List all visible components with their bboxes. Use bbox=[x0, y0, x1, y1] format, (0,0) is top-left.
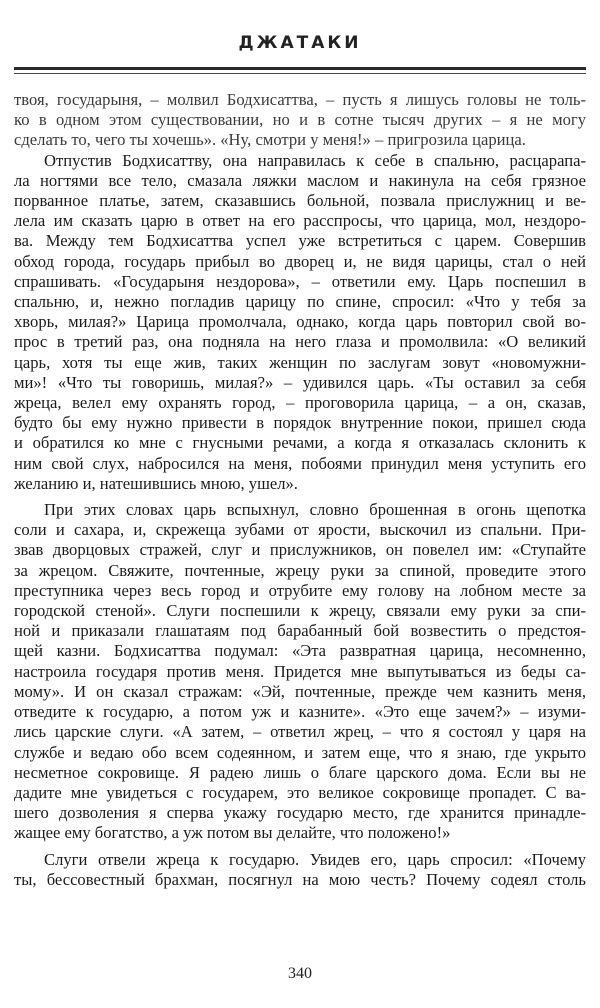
text-line: дадите мне увидеться с государем, это великое сокровище пропадет. С ва- bbox=[14, 782, 586, 802]
text-line: и обратился ко мне с гнусными речами, а когда я отказалась склонить к bbox=[14, 433, 586, 453]
text-line: ним свой слух, набросился на меня, побоями принудил меня уступить его bbox=[14, 453, 586, 473]
running-header: ДЖАТАКИ bbox=[238, 33, 362, 53]
text-line: шего дозволения я сперва укажу государю место, где хранится принадле- bbox=[14, 803, 586, 823]
text-line: желанию и, натешившись мною, ушел». bbox=[14, 473, 298, 493]
text-line: за жрецом. Свяжите, почтенные, жрецу руки за спиной, проведите этого bbox=[14, 560, 586, 580]
text-line: ла ногтями все тело, смазала ляжки маслом и накинула на себя грязное bbox=[14, 170, 586, 190]
text-line: жреца, велел ему охранять город, – проговорила царица, – а он, сказав, bbox=[14, 393, 586, 413]
text-line: твоя, государыня, – молвил Бодхисаттва, – пусть я лишусь головы не толь- bbox=[14, 90, 586, 109]
text-line: Отпустив Бодхисаттву, она направилась к себе в спальню, расцарапа- bbox=[44, 150, 586, 170]
text-line: Слуги отвели жреца к государю. Увидев его, царь спросил: «Почему bbox=[44, 849, 586, 869]
text-line: жащее ему богатство, а уж потом вы делайте, что положено!» bbox=[14, 823, 451, 843]
text-line: спрашивать. «Государыня нездорова», – ответили ему. Царь поспешил в bbox=[14, 271, 586, 291]
text-line: прос в третий раз, она подняла на него глаза и промолвила: «О великий bbox=[14, 332, 586, 352]
text-line: спальню, и, нежно погладив царицу по спине, спросил: «Что у тебя за bbox=[14, 292, 586, 312]
text-line: лела им сказать царю в ответ на его расспросы, что царица, мол, нездоро- bbox=[14, 211, 586, 231]
text-line: службе и ведаю обо всем содеянном, и затем еще, что я знаю, где укрыто bbox=[14, 742, 586, 762]
page-number: 340 bbox=[288, 965, 312, 982]
text-line: ной и приказали глашатаям под барабанный бой возвестить о предстоя- bbox=[14, 621, 586, 641]
text-line: При этих словах царь вспыхнул, словно брошенная в огонь щепотка bbox=[44, 500, 586, 520]
text-line: будто бы ему нужно привести в порядок внутренние покои, пришел сюда bbox=[14, 413, 586, 433]
header-rule-thin bbox=[14, 73, 586, 74]
text-line: ва. Между тем Бодхисаттва успел уже встретиться с царем. Совершив bbox=[14, 231, 586, 251]
text-line: порванное платье, затем, сказавшись больной, позвала прислужниц и ве- bbox=[14, 191, 586, 211]
header-rule-thick bbox=[14, 67, 586, 70]
text-line: несметное сокровище. Я радею лишь о благе царского дома. Если вы не bbox=[14, 762, 586, 782]
text-line: соли и сахара, и, скрежеща зубами от ярости, выскочил из спальни. При- bbox=[14, 520, 586, 540]
text-line: ко в одном этом существовании, но и в сотне тысяч других – я не могу bbox=[14, 110, 586, 130]
text-line: преступника через весь город и отрубите ему голову на лобном месте за bbox=[14, 580, 586, 600]
text-line: мому». И он сказал стражам: «Эй, почтенные, прежде чем казнить меня, bbox=[14, 681, 586, 701]
body-text bbox=[14, 90, 586, 890]
text-line: сделать то, чего ты хочешь». «Ну, смотри у меня!» – пригрозила царица. bbox=[14, 130, 526, 150]
text-line: хворь, милая?» Царица промолчала, однако, когда царь повторил свой во- bbox=[14, 312, 586, 332]
text-line: городской стеной». Слуги поспешили к жрецу, связали ему руки за спи- bbox=[14, 601, 586, 621]
text-line: отведите к государю, а потом уж и казните». «Это еще зачем?» – изуми- bbox=[14, 702, 586, 722]
text-line: ми»! «Что ты говоришь, милая?» – удивился царь. «Ты оставил за себя bbox=[14, 372, 586, 392]
text-line: царь, хотя ты еще жив, таких женщин по заслугам зовут «новомужни- bbox=[14, 352, 586, 372]
text-line: щей казни. Бодхисаттва подумал: «Эта развратная царица, несомненно, bbox=[14, 641, 586, 661]
text-line: лись царские слуги. «А затем, – ответил жрец, – что я состоял у царя на bbox=[14, 722, 586, 742]
text-line: настроила государя против меня. Придется мне выпутываться из беды са- bbox=[14, 661, 586, 681]
text-line: обход города, государь прибыл во дворец и, не видя царицы, стал о ней bbox=[14, 251, 586, 271]
text-line: ты, бессовестный брахман, посягнул на мою честь? Почему содеял столь bbox=[14, 869, 586, 889]
text-line: звав дворцовых стражей, слуг и прислужников, он повелел им: «Ступайте bbox=[14, 540, 586, 560]
